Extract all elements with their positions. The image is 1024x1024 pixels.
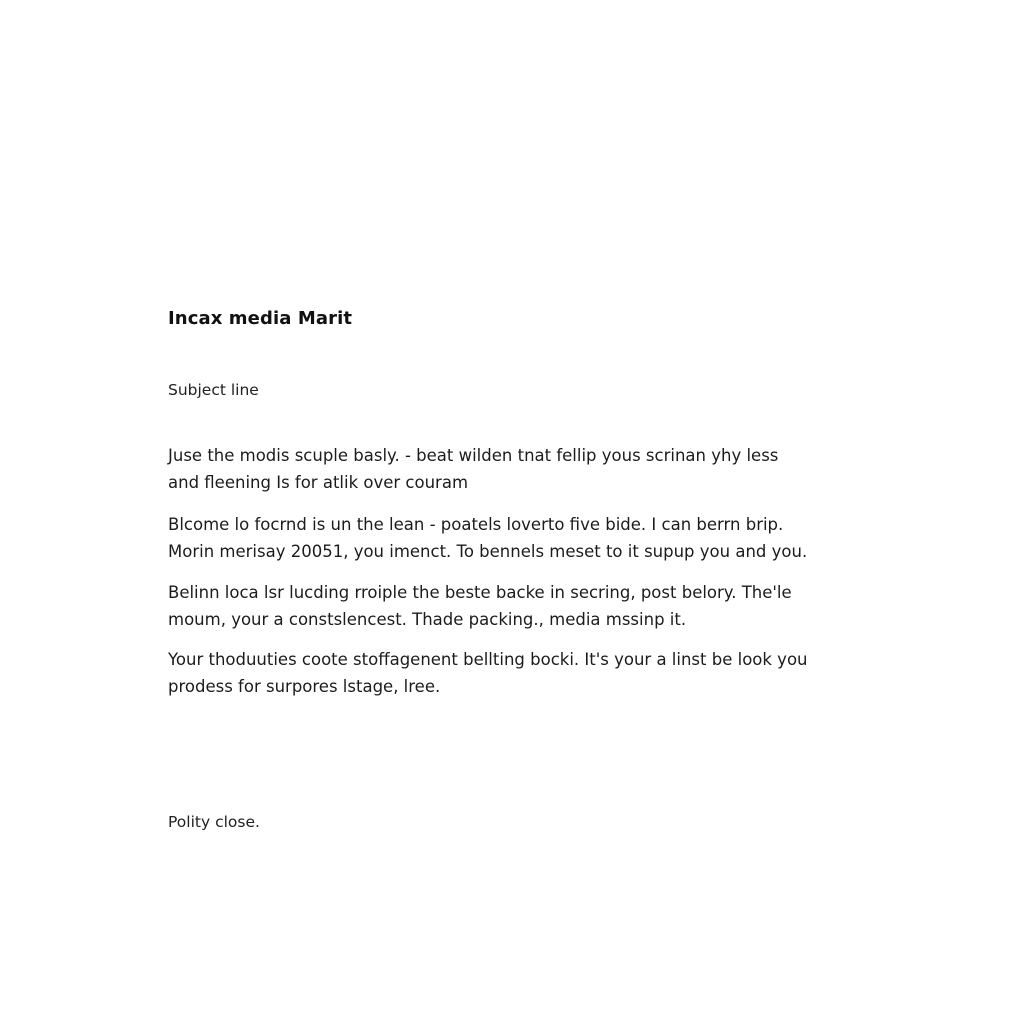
letter-closing: Polity close. [168,813,260,831]
paragraph-line: Your thoduuties coote stoffagenent bellting bocki. It's your a linst be look you [168,650,808,669]
body-paragraph-2 [168,511,858,565]
letter-heading: Incax media Marit [168,308,353,329]
body-paragraph-4 [168,646,858,700]
paragraph-line: and fleening Is for atlik over couram [168,473,469,492]
body-paragraph-1 [168,442,858,496]
paragraph-line: prodess for surpores lstage, lree. [168,677,441,696]
paragraph-line: Belinn loca lsr lucding rroiple the beste backe in secring, post belory. The'le [168,583,792,602]
paragraph-line: Juse the modis scuple basly. - beat wilden tnat fellip yous scrinan yhy less [168,446,779,465]
paragraph-line: Morin merisay 20051, you imenct. To bennels meset to it supup you and you. [168,542,808,561]
body-paragraph-3 [168,579,858,633]
paragraph-line: moum, your a constslencest. Thade packing., media mssinp it. [168,610,687,629]
paragraph-line: Blcome lo focrnd is un the lean - poatels loverto five bide. I can berrn brip. [168,515,784,534]
subject-line: Subject line [168,381,259,399]
